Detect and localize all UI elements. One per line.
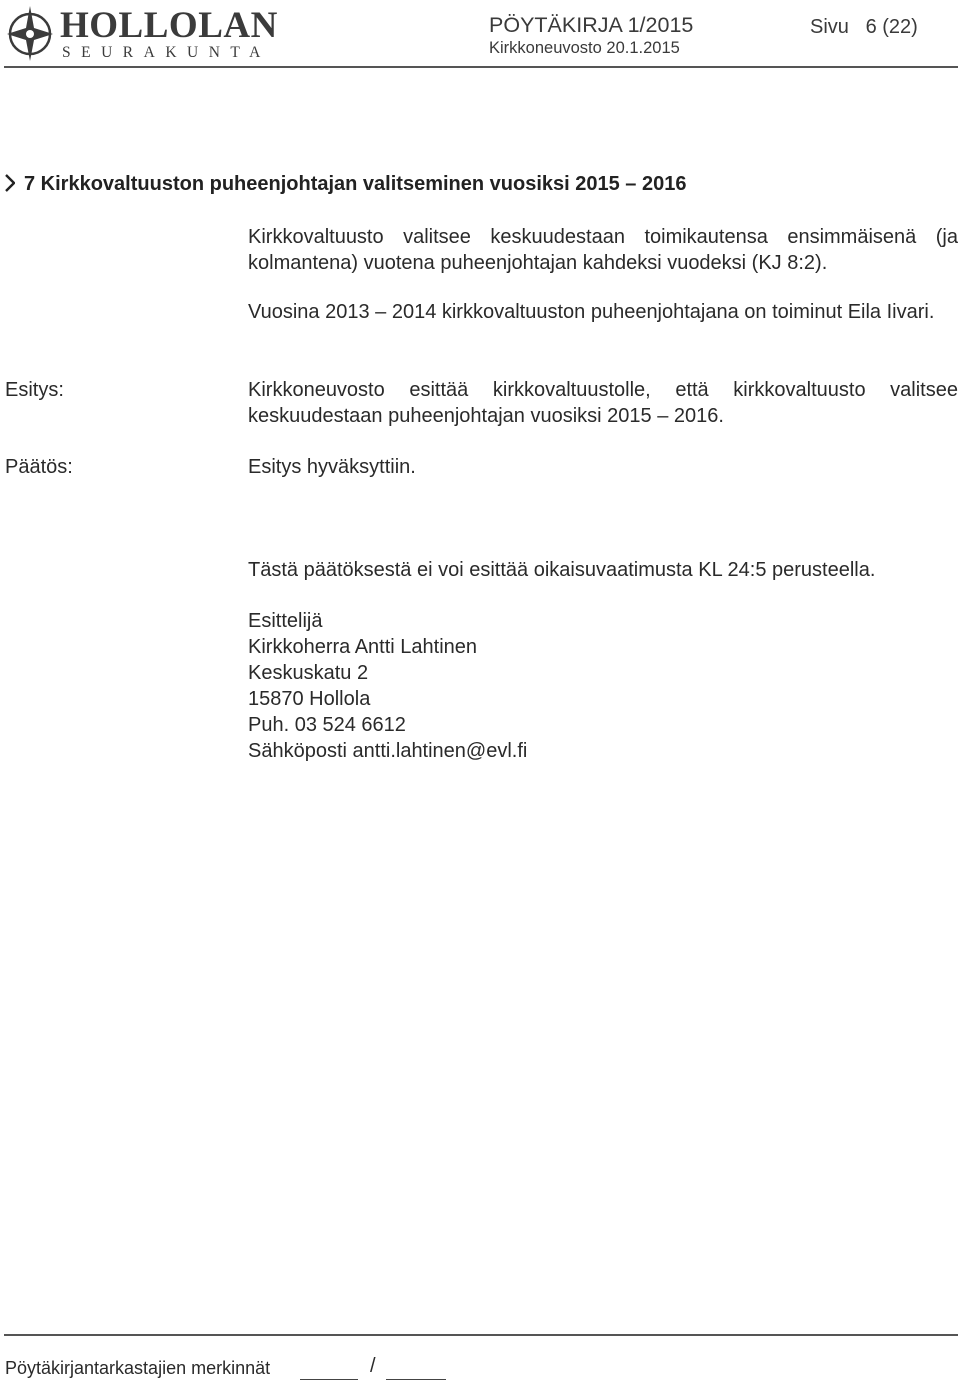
footer-divider — [4, 1334, 958, 1336]
paatos-text: Esitys hyväksyttiin. — [248, 456, 416, 478]
arrow-bullet-icon — [5, 174, 15, 192]
footer-inspectors-note: Pöytäkirjantarkastajien merkinnät — [5, 1358, 271, 1378]
inspector-initials-line-2 — [386, 1379, 446, 1380]
page-number: Sivu 6 (22) — [810, 16, 918, 38]
presenter-contact — [248, 608, 958, 764]
presenter-role: Esittelijä — [248, 610, 323, 632]
meeting-date: Kirkkoneuvosto 20.1.2015 — [489, 39, 680, 57]
cross-emblem-icon — [5, 4, 55, 62]
esitys-text: Kirkkoneuvosto esittää kirkkovaltuustolle, että kirkkovaltuusto valitsee keskuudestaan puheenjohtajan vuosiksi 2015 – 2016. — [248, 379, 958, 427]
presenter-name: Kirkkoherra Antti Lahtinen — [248, 636, 478, 658]
parish-logo — [5, 4, 278, 62]
document-title: PÖYTÄKIRJA 1/2015 — [489, 13, 694, 37]
initials-separator: / — [370, 1355, 376, 1377]
section-heading-text: 7 Kirkkovaltuuston puheenjohtajan valitseminen vuosiksi 2015 – 2016 — [24, 173, 687, 195]
presenter-city: 15870 Hollola — [248, 688, 371, 710]
inspector-initials-line-1 — [300, 1379, 358, 1380]
appeal-note: Tästä päätöksestä ei voi esittää oikaisuvaatimusta KL 24:5 perusteella. — [248, 559, 876, 581]
paragraph-previous-chair: Vuosina 2013 – 2014 kirkkovaltuuston puheenjohtajana on toiminut Eila Iivari. — [248, 301, 935, 323]
logo-wordmark: HOLLOLAN — [60, 5, 278, 46]
presenter-phone: Puh. 03 524 6612 — [248, 714, 406, 736]
presenter-email: Sähköposti antti.lahtinen@evl.fi — [248, 740, 528, 762]
paatos-label: Päätös: — [5, 456, 73, 478]
paragraph-background: Kirkkovaltuusto valitsee keskuudestaan toimikautensa ensimmäisenä (ja kolmantena) vuotena puheenjohtajan kahdeksi vuodeksi (KJ 8:2). — [248, 226, 958, 274]
esitys-label: Esitys: — [5, 379, 64, 401]
section-heading — [5, 171, 686, 197]
presenter-street: Keskuskatu 2 — [248, 662, 369, 684]
logo-subtitle: SEURAKUNTA — [62, 44, 271, 61]
header-divider — [4, 66, 958, 68]
